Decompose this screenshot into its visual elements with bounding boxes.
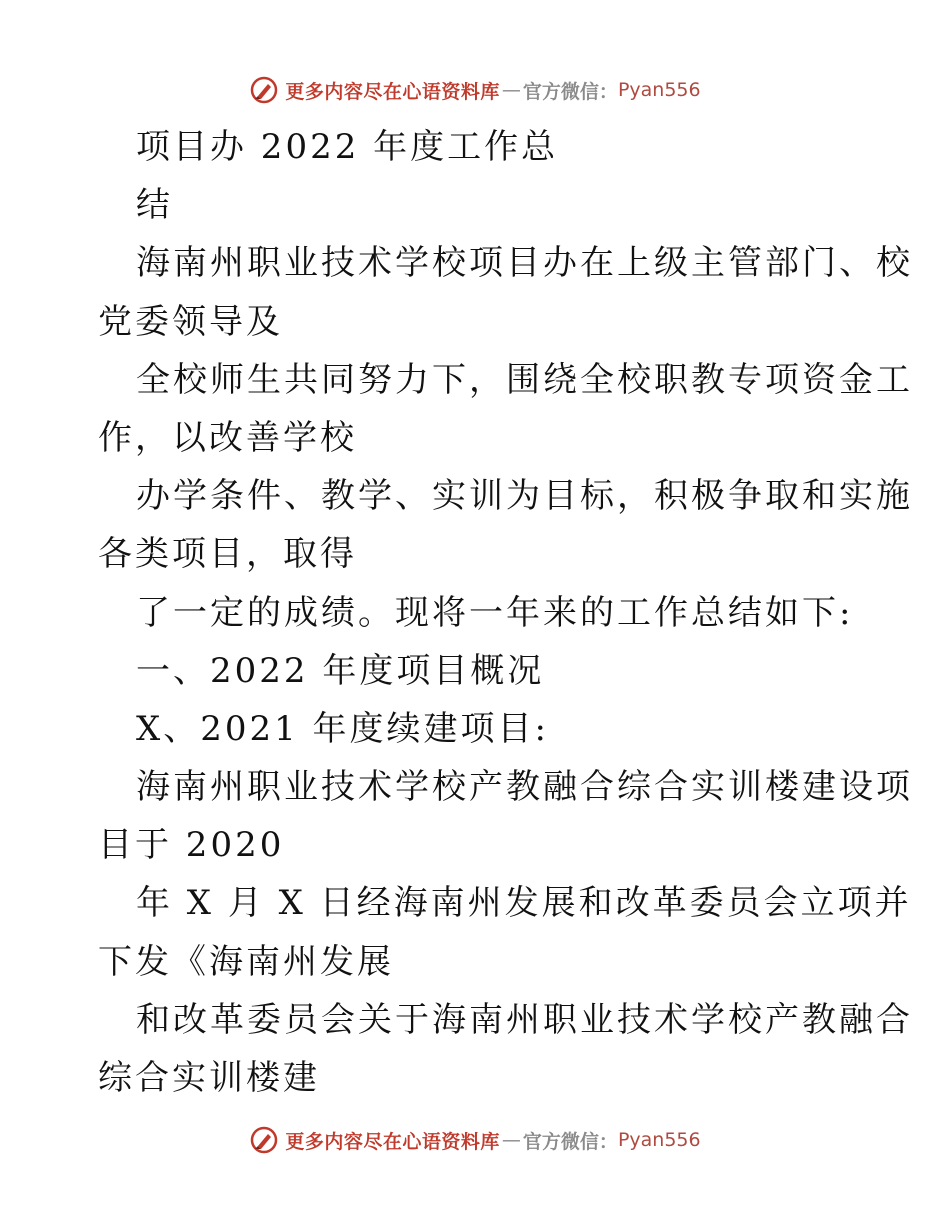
text-line: 办学条件、教学、实训为目标，积极争取和实施 [136,476,913,517]
text-line: 一、2022 年度项目概况 [136,650,545,691]
text-line: 下发《海南州发展 [98,941,394,982]
text-line: 和改革委员会关于海南州职业技术学校产教融合 [136,999,913,1040]
bookmark-pen-icon [249,1125,279,1155]
watermark-label: 官方微信： [522,80,618,103]
text-line: 项目办 2022 年度工作总 [136,127,559,167]
text-line: 目于 2020 [98,825,285,866]
watermark-text: 更多内容尽在心语资料库 [285,1130,500,1153]
text-line: 综合实训楼建 [98,1058,320,1098]
bookmark-pen-icon [249,75,279,105]
text-line: 党委领导及 [98,301,283,342]
watermark-separator: — [501,79,521,101]
footer-watermark [0,1120,950,1160]
watermark-separator: — [501,1129,521,1151]
text-line: 全校师生共同努力下，围绕全校职教专项资金工 [136,359,913,400]
text-line: 结 [136,185,173,226]
text-line: 了一定的成绩。现将一年来的工作总结如下: [136,592,854,633]
document-body [98,118,913,1107]
watermark-text: 更多内容尽在心语资料库 [285,80,500,103]
text-line: 作，以改善学校 [98,417,357,458]
text-line: 各类项目，取得 [98,534,357,575]
text-line: 年 X 月 X 日经海南州发展和改革委员会立项并 [136,883,912,924]
header-watermark [0,70,950,110]
watermark-handle: Pyan556 [617,1129,701,1151]
text-line: 海南州职业技术学校项目办在上级主管部门、校 [136,243,913,284]
text-line: 海南州职业技术学校产教融合综合实训楼建设项 [136,767,913,808]
watermark-handle: Pyan556 [617,79,701,101]
text-line: X、2021 年度续建项目: [136,708,549,749]
watermark-label: 官方微信： [522,1130,618,1153]
